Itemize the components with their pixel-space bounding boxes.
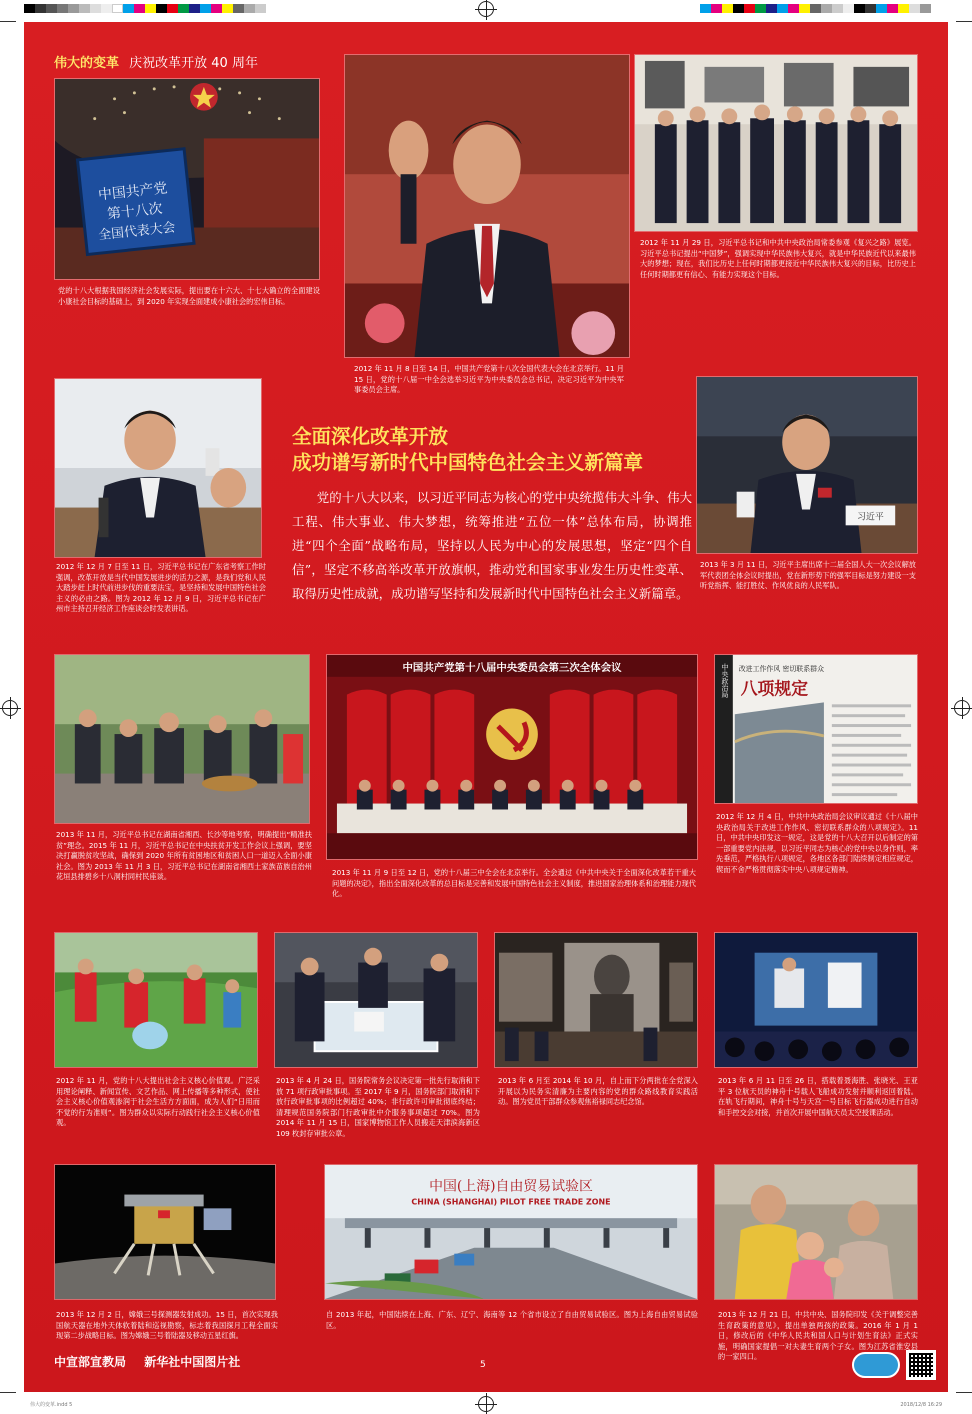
caption-c12: 2013 年 6 月 11 日至 26 日，搭载着聂海胜、张晓光、王亚平 3 位航天员的神舟十号载人飞船成功发射并顺利返回着陆。在轨飞行期间，神舟十号与天宫一号目标飞行器成功进行自动和手控交会对接，并首次开展中国航天员太空授课活动。 — [718, 1076, 918, 1117]
crop-mark — [0, 21, 16, 22]
eight-rules-title-text: 八项规定 — [740, 678, 809, 699]
registration-mark-top — [478, 1, 494, 17]
congress-screen-text: 中国共产党 — [97, 180, 169, 204]
page-number: 5 — [480, 1360, 486, 1370]
section-body: 党的十八大以来，以习近平同志为核心的党中央统揽伟大斗争、伟大工程、伟大事业、伟大梦想，统筹推进“五位一体”总体布局，协调推进“四个全面”战略布局，坚持以人民为中心的发展思想，坚定“四个自信”，坚定不移高举改革开放旗帜，推动党和国家事业发生历史性变革、取得历史性成就，成功谱写坚持和发展新时代中国特色社会主义新篇章。 — [292, 490, 692, 601]
qr-code-icon — [906, 1350, 936, 1380]
ftz-sign-cn: 中国(上海)自由贸易试验区 — [429, 1178, 593, 1195]
caption-c2: 2012 年 11 月 8 日至 14 日，中国共产党第十八次全国代表大会在北京举行。11 月 15 日，党的十八届一中全会选举习近平为中央委员会总书记，决定习近平为中央军事委员会主席。 — [354, 364, 624, 394]
header-subtitle: 庆祝改革开放 40 周年 — [129, 56, 258, 71]
section-headline — [292, 424, 643, 476]
photo-space-lecture — [714, 932, 918, 1068]
caption-c4: 2012 年 12 月 7 日至 11 日，习近平总书记在广东省考察工作时强调，改革开放是当代中国发展进步的活力之源，是我们党和人民大踏步赶上时代前进步伐的重要法宝，是坚持和发展中国特色社会主义的必由之路。图为 2012 年 12 月 9 日，习近平总书记在广州市主持召开经济工作座谈会时发表讲话。 — [56, 562, 266, 613]
caption-c7: 2013 年 11 月 9 日至 12 日，党的十八届三中全会在北京举行。全会通过《中共中央关于全面深化改革若干重大问题的决定》，指出全面深化改革的总目标是完善和发展中国特色社会主义制度，推进国家治理体系和治理能力现代化。 — [332, 868, 696, 898]
caption-c15: 2013 年 12 月 21 日，中共中央、国务院印发《关于调整完善生育政策的意见》，提出单独两孩的政策。2016 年 1 月 1 日，修改后的《中华人民共和国人口与计划生育法》正式实施，明确国家提倡一对夫妻生育两个子女。图为江苏省淮安县的一家四口。 — [718, 1310, 918, 1361]
footer-org2: 新华社中国图片社 — [144, 1355, 241, 1369]
crop-mark — [0, 1392, 16, 1393]
crop-mark — [956, 1392, 972, 1393]
ftz-sign-en: CHINA (SHANGHAI) PILOT FREE TRADE ZONE — [411, 1197, 611, 1207]
photo-18th-congress-hall — [54, 78, 320, 280]
plenum-banner-text: 中国共产党第十八届中央委员会第三次全体会议 — [402, 661, 622, 674]
photo-road-to-rejuvenation — [634, 54, 918, 232]
svg-text:全国代表大会: 全国代表大会 — [97, 220, 177, 244]
print-slug-right: 2018/12/8 16:29 — [900, 1402, 942, 1408]
photo-sealed-stamps — [274, 932, 478, 1068]
caption-c3: 2012 年 11 月 29 日，习近平总书记和中共中央政治局常委参观《复兴之路》展览。习近平总书记提出“中国梦”，强调实现中华民族伟大复兴，就是中华民族近代以来最伟大的梦想；现在，我们比历史上任何时期都更接近中华民族伟大复兴的目标，比历史上任何时期都更有信心、有能力实现这个目标。 — [640, 238, 916, 279]
caption-c10: 2013 年 4 月 24 日，国务院常务会议决定第一批先行取消和下放 71 项行政审批事项。至 2017 年 9 月，国务院部门取消和下放行政审批事项的比例超过 40%；非行政许可审批彻底终结；清理规范国务院部门行政审批中介服务事项超过 70%。图为 2014 年 11 月 15 日，国家博物馆工作人员搬走天津滨海新区 109 枚封存审批公章。 — [276, 1076, 480, 1138]
photo-guangdong-meeting — [54, 378, 262, 558]
color-calibration-bar-right — [700, 4, 931, 13]
eight-rules-side-text: 中央政治局 — [719, 663, 728, 698]
caption-c1: 党的十八大根据我国经济社会发展实际，提出要在十六大、十七大确立的全面建设小康社会目标的基础上，到 2020 年实现全面建成小康社会的宏伟目标。 — [58, 286, 320, 306]
photo-jiao-yulu-memorial — [494, 932, 698, 1068]
photo-change3-lander — [54, 1164, 276, 1300]
footer-org1: 中宣部宣教局 — [54, 1355, 127, 1369]
photo-xi-waving — [344, 54, 630, 358]
svg-text:第十八次: 第十八次 — [106, 200, 164, 223]
photo-shibadong-village — [54, 654, 310, 824]
crop-mark — [956, 21, 972, 22]
poster — [24, 22, 948, 1392]
nameplate-text: 习近平 — [857, 512, 884, 523]
photo-eight-rules — [714, 654, 918, 804]
registration-mark-right — [954, 700, 970, 716]
caption-c5: 2013 年 3 月 11 日，习近平主席出席十二届全国人大一次会议解放军代表团全体会议时提出，党在新形势下的强军目标是努力建设一支听党指挥、能打胜仗、作风优良的人民军队。 — [700, 560, 916, 590]
registration-mark-left — [2, 700, 18, 716]
photo-core-values-volunteers — [54, 932, 258, 1068]
poster-header — [54, 52, 258, 71]
eight-rules-header-text: 改进工作作风 密切联系群众 — [738, 664, 824, 673]
photo-shanghai-ftz — [324, 1164, 698, 1300]
caption-c9: 2012 年 11 月，党的十八大提出社会主义核心价值观。广泛采用理论阐释、新闻宣传、文艺作品、网上传播等多种形式，使社会主义核心价值观渗润于社会生活方方面面，成为人们“日用而不觉的行为准则”。图为群众以实际行动践行社会主义核心价值观。 — [56, 1076, 260, 1127]
photo-third-plenum — [326, 654, 698, 860]
color-calibration-bar — [24, 4, 266, 13]
photo-family-of-four — [714, 1164, 918, 1300]
photo-npc-pla-delegation — [696, 376, 918, 554]
caption-c6: 2013 年 11 月，习近平总书记在湖南省湘西、长沙等地考察，明确提出“精准扶贫”理念。2015 年 11 月，习近平总书记在中央扶贫开发工作会议上强调，要坚决打赢脱贫攻坚战，确保到 2020 年所有贫困地区和贫困人口一道迈入全面小康社会。图为 2013 年 11 月 3 日，习近平总书记在湖南省湘西土家族苗族自治州花垣县排碧乡十八洞村同村民座谈。 — [56, 830, 312, 881]
caption-c8: 2012 年 12 月 4 日，中共中央政治局会议审议通过《十八届中央政治局关于改进工作作风、密切联系群众的八项规定》。11 日，中共中央印发这一规定，这是党的十八大召开以后制定的第一部重要党内法规，以习近平同志为核心的党中央以身作则，率先垂范，严格执行八项规定，各地区各部门陆续制定相应规定，锲而不舍严格贯彻落实中央八项规定精神。 — [716, 812, 918, 874]
poster-footer — [54, 1353, 240, 1370]
headline-line1: 全面深化改革开放 — [292, 425, 449, 448]
print-slug-left: 伟大的变革.indd 5 — [30, 1402, 73, 1408]
header-highlight: 伟大的变革 — [54, 56, 120, 71]
publisher-logo-icon — [852, 1352, 900, 1378]
registration-mark-bottom — [478, 1396, 494, 1412]
caption-c13: 2013 年 12 月 2 日，嫦娥三号探测器发射成功。15 日，首次实现我国航天器在地外天体软着陆和巡视勘察，标志着我国探月工程全面实现第二步战略目标。图为嫦娥三号着陆器及移动五星红旗。 — [56, 1310, 278, 1340]
caption-c14: 自 2013 年起，中国陆续在上海、广东、辽宁、海南等 12 个省市设立了自由贸易试验区。图为上海自由贸易试验区。 — [326, 1310, 698, 1330]
headline-line2: 成功谱写新时代中国特色社会主义新篇章 — [292, 451, 644, 474]
caption-c11: 2013 年 6 月至 2014 年 10 月，自上而下分两批在全党深入开展以为民务实清廉为主要内容的党的群众路线教育实践活动。图为党员干部群众参观焦裕禄同志纪念馆。 — [498, 1076, 698, 1106]
